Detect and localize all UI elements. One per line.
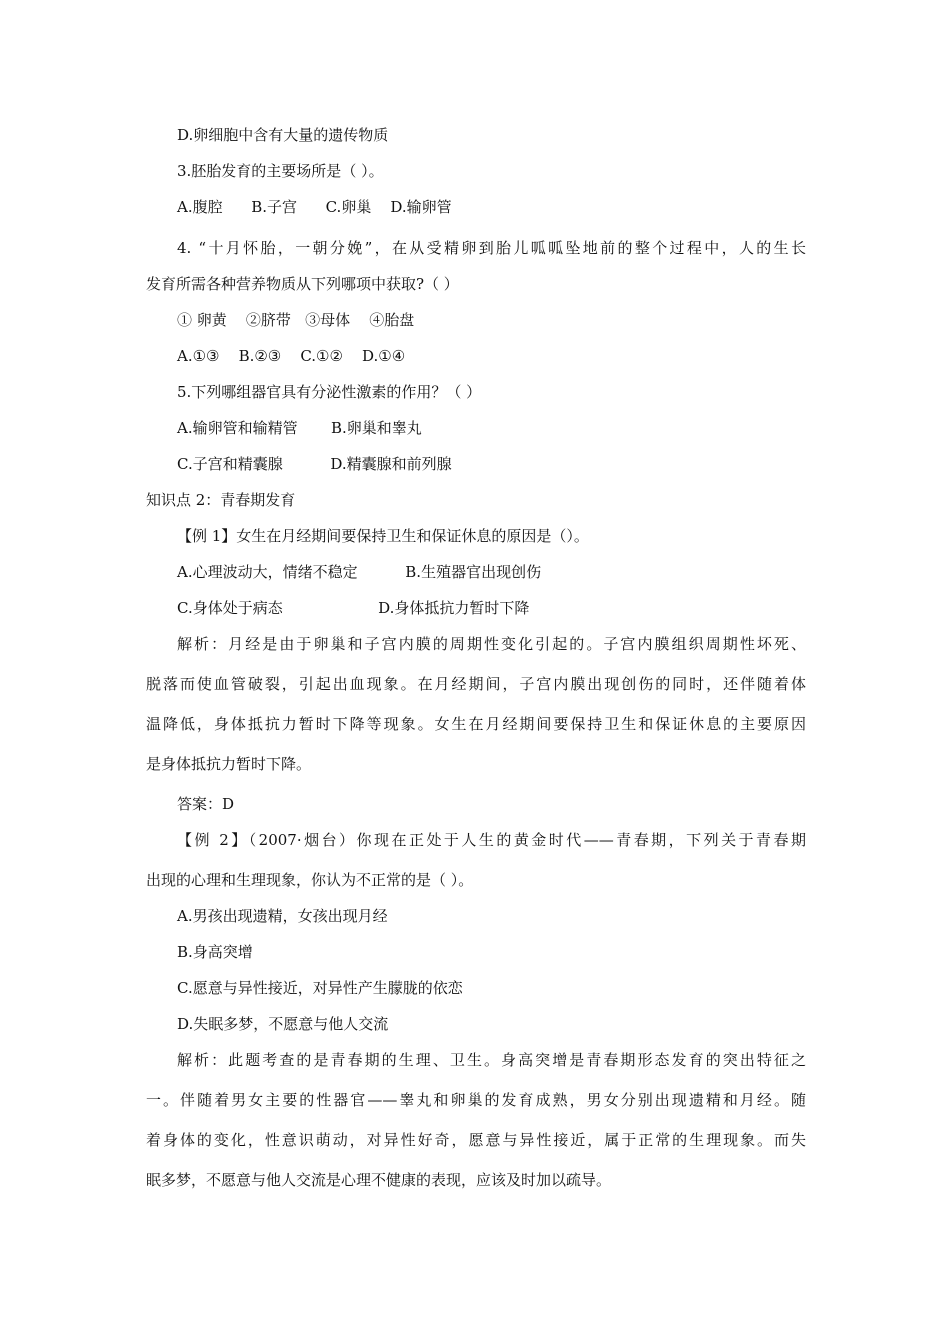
example2-stem-line1: 【例 2】（2007·烟台）你现在正处于人生的黄金时代——青春期，下列关于青春期 [177, 831, 806, 849]
q3-stem: 3.胚胎发育的主要场所是（ ）。 [177, 162, 384, 180]
example1-analysis-line4: 是身体抵抗力暂时下降。 [146, 755, 312, 773]
example1-analysis-line3: 温降低，身体抵抗力暂时下降等现象。女生在月经期间要保持卫生和保证休息的主要原因 [146, 715, 806, 733]
example2-option-a: A.男孩出现遗精，女孩出现月经 [177, 907, 388, 925]
q4-stem-line1: 4. “十月怀胎，一朝分娩”，在从受精卵到胎儿呱呱坠地前的整个过程中，人的生长 [177, 239, 806, 257]
q5-options-line1: A.输卵管和输精管 B.卵巢和睾丸 [177, 419, 422, 437]
example2-analysis-line2: 一。伴随着男女主要的性器官——睾丸和卵巢的发育成熟，男女分别出现遗精和月经。随 [146, 1091, 806, 1109]
example2-stem-line2: 出现的心理和生理现象，你认为不正常的是（ ）。 [146, 871, 474, 889]
example2-analysis-line4: 眠多梦，不愿意与他人交流是心理不健康的表现，应该及时加以疏导。 [146, 1171, 612, 1189]
q5-stem: 5.下列哪组器官具有分泌性激素的作用？（ ） [177, 383, 482, 401]
example1-stem: 【例 1】女生在月经期间要保持卫生和保证休息的原因是（）。 [177, 527, 589, 545]
example1-analysis-line2: 脱落而使血管破裂，引起出血现象。在月经期间，子宫内膜出现创伤的同时，还伴随着体 [146, 675, 806, 693]
example2-option-d: D.失眠多梦，不愿意与他人交流 [177, 1015, 389, 1033]
q4-items: ① 卵黄 ②脐带 ③母体 ④胎盘 [177, 311, 415, 329]
q2-option-d: D.卵细胞中含有大量的遗传物质 [177, 126, 389, 144]
q4-options: A.①③ B.②③ C.①② D.①④ [177, 347, 406, 365]
example2-option-c: C.愿意与异性接近，对异性产生朦胧的依恋 [177, 979, 463, 997]
example2-analysis-line3: 着身体的变化，性意识萌动，对异性好奇，愿意与异性接近，属于正常的生理现象。而失 [146, 1131, 806, 1149]
example1-options-line2: C.身体处于病态 D.身体抵抗力暂时下降 [177, 599, 530, 617]
example2-analysis-line1: 解析：此题考查的是青春期的生理、卫生。身高突增是青春期形态发育的突出特征之 [177, 1051, 806, 1069]
example1-answer: 答案：D [177, 795, 235, 813]
section-title: 知识点 2：青春期发育 [146, 491, 296, 509]
example1-options-line1: A.心理波动大，情绪不稳定 B.生殖器官出现创伤 [177, 563, 542, 581]
example1-analysis-line1: 解析：月经是由于卵巢和子宫内膜的周期性变化引起的。子宫内膜组织周期性坏死、 [177, 635, 806, 653]
q3-options: A.腹腔 B.子宫 C.卵巢 D.输卵管 [177, 198, 452, 216]
example2-option-b: B.身高突增 [177, 943, 253, 961]
q5-options-line2: C.子宫和精囊腺 D.精囊腺和前列腺 [177, 455, 452, 473]
q4-stem-line2: 发育所需各种营养物质从下列哪项中获取?（ ） [146, 275, 459, 293]
